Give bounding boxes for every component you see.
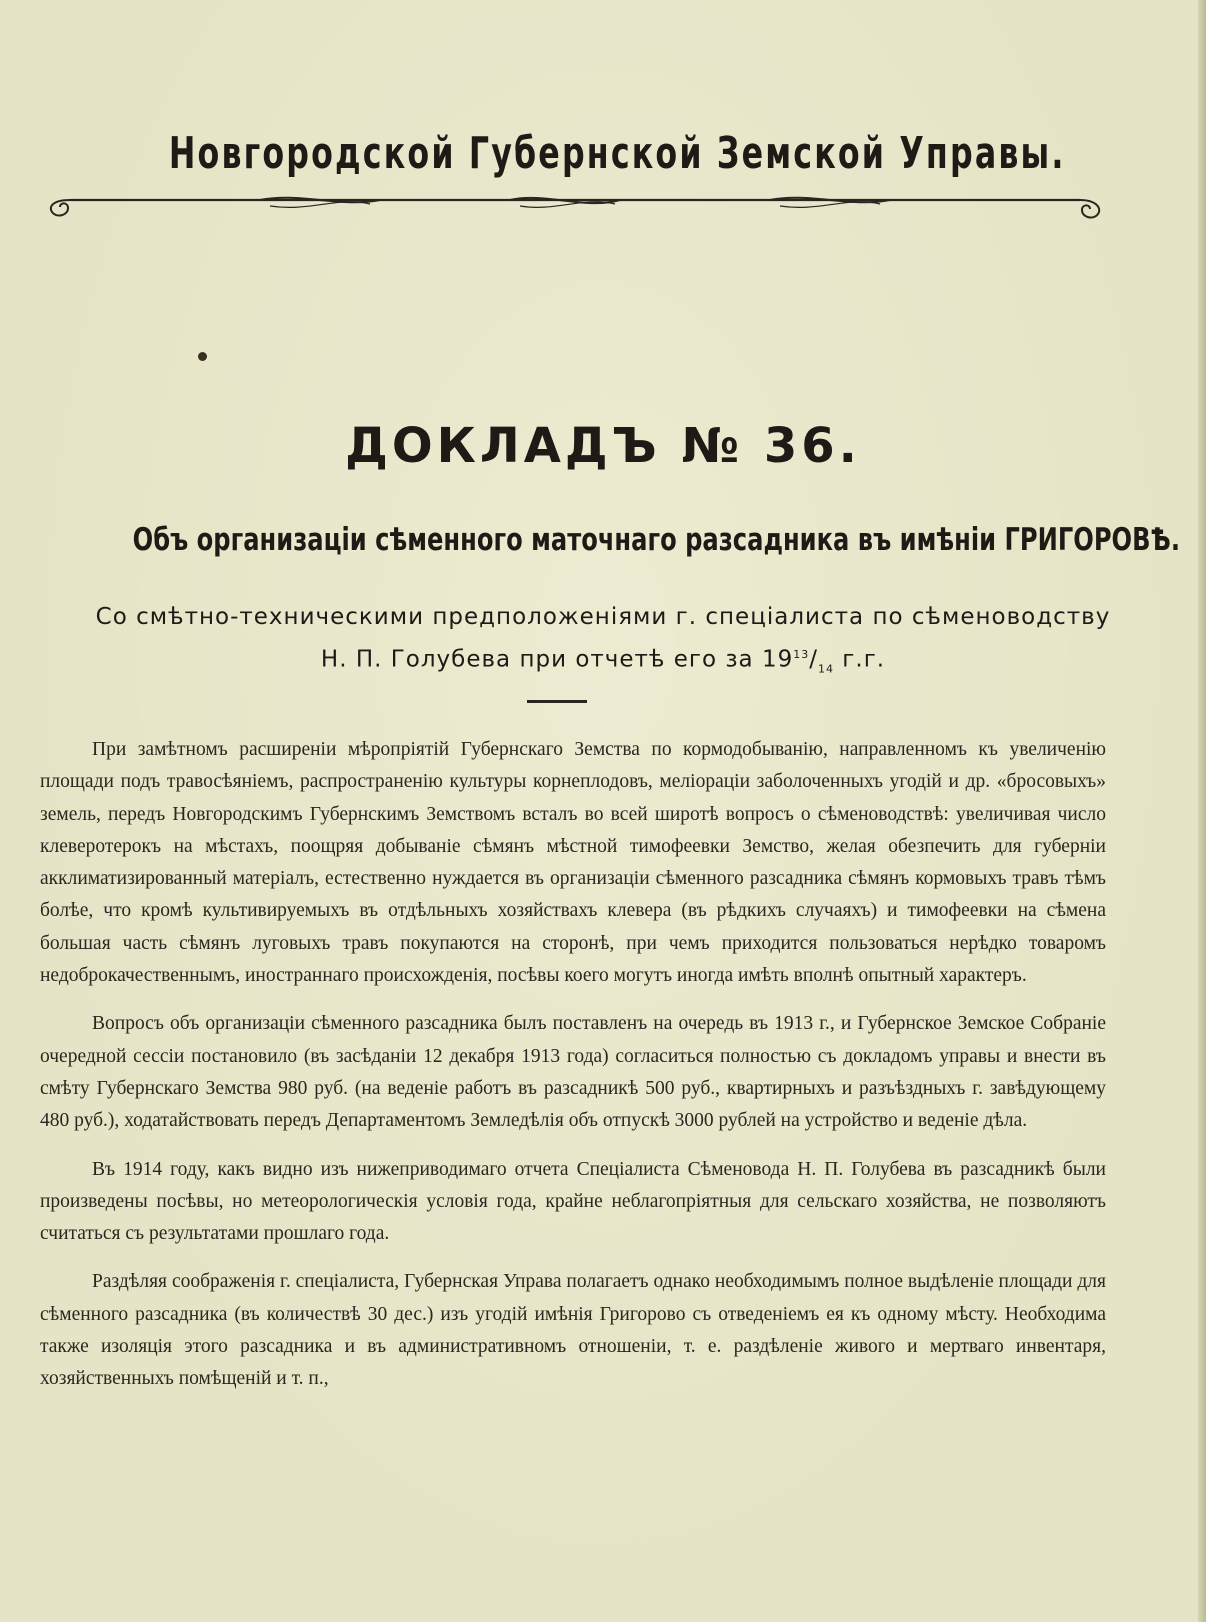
estimate-line-2: Н. П. Голубева при отчетѣ его за $19^{13}/_{14}$ г.г. [320,646,886,676]
page-edge [1198,0,1206,1622]
estimate-note [0,598,1206,688]
ink-spot [198,352,207,361]
paragraph: Раздѣляя соображенія г. спеціалиста, Губернская Управа полагаетъ однако необходимымъ полное выдѣленіе площади для сѣменного разсадника (въ количествѣ 30 дес.) изъ угодій имѣнія Григорово съ отведеніемъ ея къ одному мѣсту. Необходима также изоляція этого разсадника и въ административномъ отношеніи, т. е. раздѣленіе живого и мертваго инвентаря, хозяйственныхъ помѣщеній и т. п., [40,1271,1106,1390]
estimate-line-2-prefix: Н. П. Голубева при отчетѣ его за 19 [320,646,794,673]
estimate-line-1: Со смѣтно-техническими предположеніями г. спеціалиста по сѣменоводству [95,604,1111,630]
paragraph: При замѣтномъ расширеніи мѣропріятій Губернскаго Земства по кормодобыванію, направленномъ къ увеличенію площади подъ травосѣяніемъ, распространенію культуры корнеплодовъ, меліораціи заболоченныхъ угодій и др. «бросовыхъ» земель, передъ Новгородскимъ Губернскимъ Земствомъ всталъ во всей широтѣ вопросъ о сѣменоводствѣ: увеличивая число клеверотерокъ на мѣстахъ, поощряя добываніе сѣмянъ мѣстной тимофеевки Земство, желая обезпечить для губерніи акклиматизированный матеріалъ, естественно нуждается въ организаціи сѣменного разсадника сѣмянъ кормовыхъ травъ тѣмъ болѣе, что кромѣ культивируемыхъ въ отдѣльныхъ хозяйствахъ клевера (въ рѣдкихъ случаяхъ) и тимофеевки на сѣмена большая часть сѣмянъ луговыхъ травъ покупаются на сторонѣ, при чемъ приходится пользоваться нерѣдко товаромъ недоброкачественнымъ, иностраннаго происхожденія, посѣвы коего могутъ иногда имѣть вполнѣ опытный характеръ. [40,739,1106,987]
report-title: ДОКЛАДЪ № 36. [345,418,861,474]
estimate-line-2-suffix: г.г. [833,646,886,673]
paragraph: Вопросъ объ организаціи сѣменного разсадника былъ поставленъ на очередь въ 1913 г., и Губернское Земское Собраніе очередной сессіи постановило (въ засѣданіи 12 декабря 1913 года) согласиться полностью съ докладомъ управы и внести въ смѣту Губернскаго Земства 980 руб. (на веденіе работъ въ разсадникѣ 500 руб., квартирныхъ и разъѣздныхъ г. завѣдующему 480 руб.), ходатайствовать передъ Департаментомъ Земледѣлія объ отпускѣ 3000 рублей на устройство и веденіе дѣла. [40,1013,1106,1132]
estimate-year-sup: 13 [793,648,810,661]
estimate-year-sub: 14 [817,662,834,676]
report-subject: Объ организаціи сѣменного маточнаго разсадника въ имѣніи ГРИГОРОВѢ. [132,522,1181,558]
header-title: Новгородской Губернской Земской Управы. [168,128,1066,179]
paragraph: Въ 1914 году, какъ видно изъ нижеприводимаго отчета Спеціалиста Сѣменовода Н. П. Голубева въ разсадникѣ были произведены посѣвы, но метеорологическія условія года, крайне неблагопріятныя для сельскаго хозяйства, не позволяютъ считаться съ результатами прошлаго года. [40,1158,1106,1245]
short-rule [527,700,587,703]
ornamental-divider [40,186,1112,226]
body-text [40,734,1106,1412]
